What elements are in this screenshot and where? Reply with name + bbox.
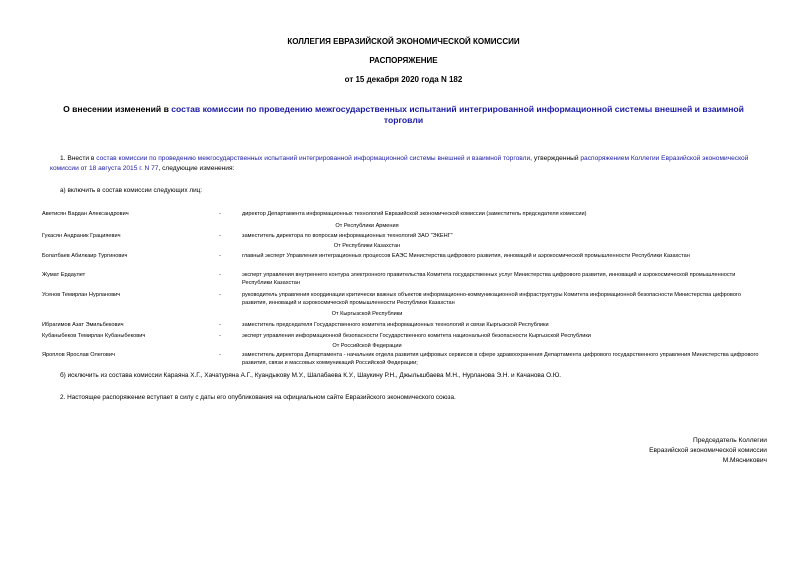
member-name: Ибрагимов Азат Эмильбекович (42, 322, 124, 328)
item-a: а) включить в состав комиссии следующих лиц: (60, 187, 203, 194)
signature-name: М.Мясникович (722, 457, 767, 464)
member-position: руководитель управления координации критически важных объектов информационно-коммуникационной инфраструктуры Комитета информационной безопасности Министерства цифрового развития, инноваций и аэрокосмической промышленности Республики Казахстан (242, 292, 741, 306)
country-heading: От Российской Федерации (332, 343, 402, 349)
point-1-order-link[interactable]: распоряжением Коллегии Евразийской экономической комиссии от 18 августа 2015 г. N 77 (50, 155, 749, 172)
point-1-commission-link[interactable]: состав комиссии по проведению межгосударственных испытаний интегрированной информационной системы внешней и взаимной торговли (96, 155, 531, 162)
title-link[interactable]: состав комиссии по проведению межгосударственных испытаний интегрированной информационной системы внешней и взаимной торговли (171, 104, 744, 125)
member-name: Болатбаев Абилкаир Тургинович (42, 253, 128, 259)
signature-organization: Евразийской экономической комиссии (649, 447, 767, 454)
country-heading: От Кыргызской Республики (331, 311, 403, 317)
point-2: 2. Настоящее распоряжение вступает в силу с даты его опубликования на официальном сайте Евразийского экономического союза. (60, 394, 456, 401)
date-number-heading: от 15 декабря 2020 года N 182 (344, 75, 463, 84)
member-dash: - (219, 352, 221, 358)
member-name: Усенов Темирлан Нурланович (42, 292, 121, 298)
point-1-text-a: 1. Внести в (60, 155, 97, 162)
member-position: директор Департамента информационных технологий Евразийской экономической комиссии (заместитель председателя комиссии) (242, 211, 587, 217)
member-dash: - (219, 292, 221, 298)
member-name: Кубаныбеков Темирлан Кубаныбекович (42, 333, 146, 339)
member-position: заместитель директора Департамента - начальник отдела развития цифровых сервисов в сфере здравоохранения Департамента цифрового государственного управления Министерства цифрового развития, связи и массовых коммуникаций Российской Федерации; (242, 352, 759, 366)
member-dash: - (219, 211, 221, 217)
member-dash: - (219, 322, 221, 328)
country-heading: От Республики Казахстан (333, 243, 401, 249)
member-position: заместитель директора по вопросам информационных технологий ЗАО "ЭКЕНГ" (242, 233, 453, 239)
member-position: эксперт управления информационной безопасности Государственного комитета национальной безопасности Кыргызской Республики (242, 333, 591, 339)
member-name: Гукасян Андраник Грацияевич (42, 233, 121, 239)
org-heading: КОЛЛЕГИЯ ЕВРАЗИЙСКОЙ ЭКОНОМИЧЕСКОЙ КОМИССИИ (287, 37, 520, 46)
member-dash: - (219, 233, 221, 239)
title-prefix: О внесении изменений в (63, 104, 172, 114)
member-dash: - (219, 253, 221, 259)
member-dash: - (219, 333, 221, 339)
member-name: Яроплов Ярослав Олегович (42, 352, 115, 358)
point-1-text-b: , утвержденный (530, 155, 581, 162)
member-position: главный эксперт Управления интеграционных процессов ЕАЭС Министерства цифрового развития, инноваций и аэрокосмической промышленности Республики Казахстан (242, 253, 690, 259)
member-position: эксперт управления внутреннего контура электронного правительства Комитета государственных услуг Министерства цифрового развития, инноваций и аэрокосмической промышленности Республики Казахстан (242, 272, 736, 286)
member-name: Аветисян Вардан Александрович (42, 211, 129, 217)
signature-title: Председатель Коллегии (693, 437, 767, 444)
member-name: Жумат Ердаулет (42, 272, 86, 278)
country-heading: От Республики Армения (335, 223, 399, 229)
member-position: заместитель председателя Государственного комитета информационных технологий и связи Кыргызской Республики (242, 322, 549, 328)
point-1-text-c: , следующие изменения: (158, 164, 235, 172)
member-dash: - (219, 272, 221, 278)
signature-block (649, 436, 767, 466)
doc-type-heading: РАСПОРЯЖЕНИЕ (369, 56, 438, 65)
item-b: б) исключить из состава комиссии Караяна Х.Г., Хачатуряна А.Г., Куандыкову М.У., Шалабаева К.У., Шаукину Р.Н., Джылышбаева М.Н., Нурланова Э.Н. и Качанова О.Ю. (60, 372, 562, 379)
